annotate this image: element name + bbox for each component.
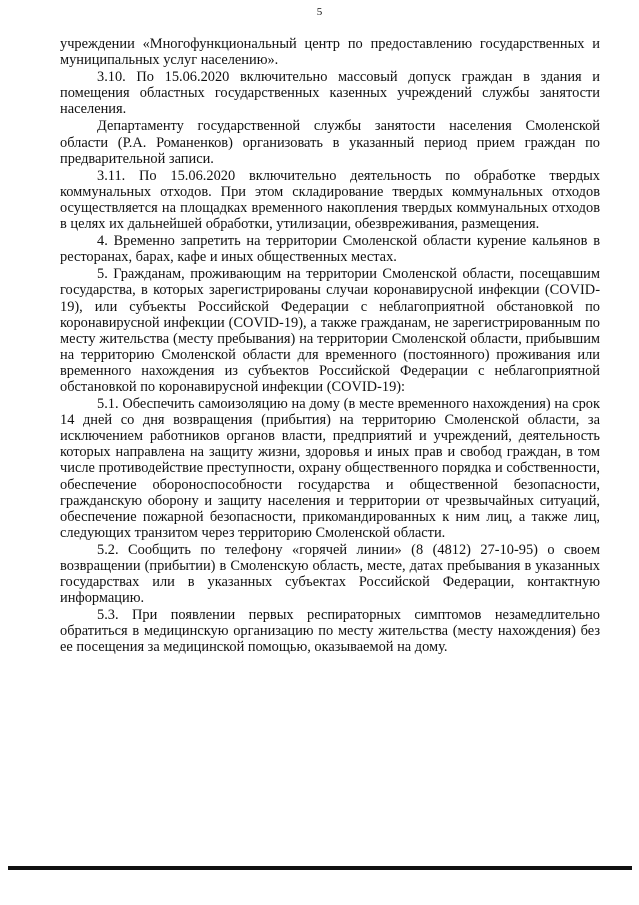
paragraph-3-10: 3.10. По 15.06.2020 включительно массовый допуск граждан в здания и помещения областных государственных казенных учреждений службы занятости населения. [60, 69, 600, 118]
paragraph-5: 5. Гражданам, проживающим на территории Смоленской области, посещавшим государства, в которых зарегистрированы случаи коронавирусной инфекции (COVID-19), или субъекты Российской Федерации с неблагоприятной обстановкой по коронавирусной инфекции (COVID-19), а также гражданам, не зарегистрированным по месту жительства (месту пребывания) на территории Смоленской области, прибывшим на территорию Смоленской области для временного (постоянного) проживания или временного нахождения из субъектов Российской Федерации с неблагоприятной обстановкой по коронавирусной инфекции (COVID-19): [60, 266, 600, 395]
paragraph-4: 4. Временно запретить на территории Смоленской области курение кальянов в ресторанах, барах, кафе и иных общественных местах. [60, 233, 600, 266]
paragraph-5-3: 5.3. При появлении первых респираторных симптомов незамедлительно обратиться в медицинскую организацию по месту жительства (месту нахождения) без ее посещения за медицинской помощью, оказываемой на дому. [60, 607, 600, 656]
paragraph-employment-department: Департаменту государственной службы занятости населения Смоленской области (Р.А. Романенков) организовать в указанный период прием граждан по предварительной записи. [60, 118, 600, 167]
bottom-divider [8, 866, 632, 870]
paragraph-continuation: учреждении «Многофункциональный центр по предоставлению государственных и муниципальных услуг населению». [60, 36, 600, 69]
page-number: 5 [316, 6, 323, 18]
paragraph-3-11: 3.11. По 15.06.2020 включительно деятельность по обработке твердых коммунальных отходов. При этом складирование твердых коммунальных отходов осуществляется на площадках временного накопления твердых коммунальных отходов в целях их дальнейшей обработки, утилизации, обезвреживания, размещения. [60, 167, 600, 233]
document-body [60, 36, 600, 657]
paragraph-5-1: 5.1. Обеспечить самоизоляцию на дому (в месте временного нахождения) на срок 14 дней со дня возвращения (прибытия) на территорию Смоленской области, за исключением работников органов власти, предприятий и учреждений, деятельность которых направлена на защиту жизни, здоровья и иных прав и свобод граждан, в том числе противодействие преступности, охрану общественного порядка и собственности, обеспечение обороноспособности государства и общественной безопасности, гражданскую оборону и защиту населения и территории от чрезвычайных ситуаций, обеспечение пожарной безопасности, прикомандированных к ним лиц, а также лиц, следующих транзитом через территорию Смоленской области. [60, 396, 600, 541]
paragraph-5-2: 5.2. Сообщить по телефону «горячей линии» (8 (4812) 27-10-95) о своем возвращении (прибытии) в Смоленскую область, месте, датах пребывания в указанных государствах или в указанных субъектах Российской Федерации, контактную информацию. [60, 541, 600, 607]
